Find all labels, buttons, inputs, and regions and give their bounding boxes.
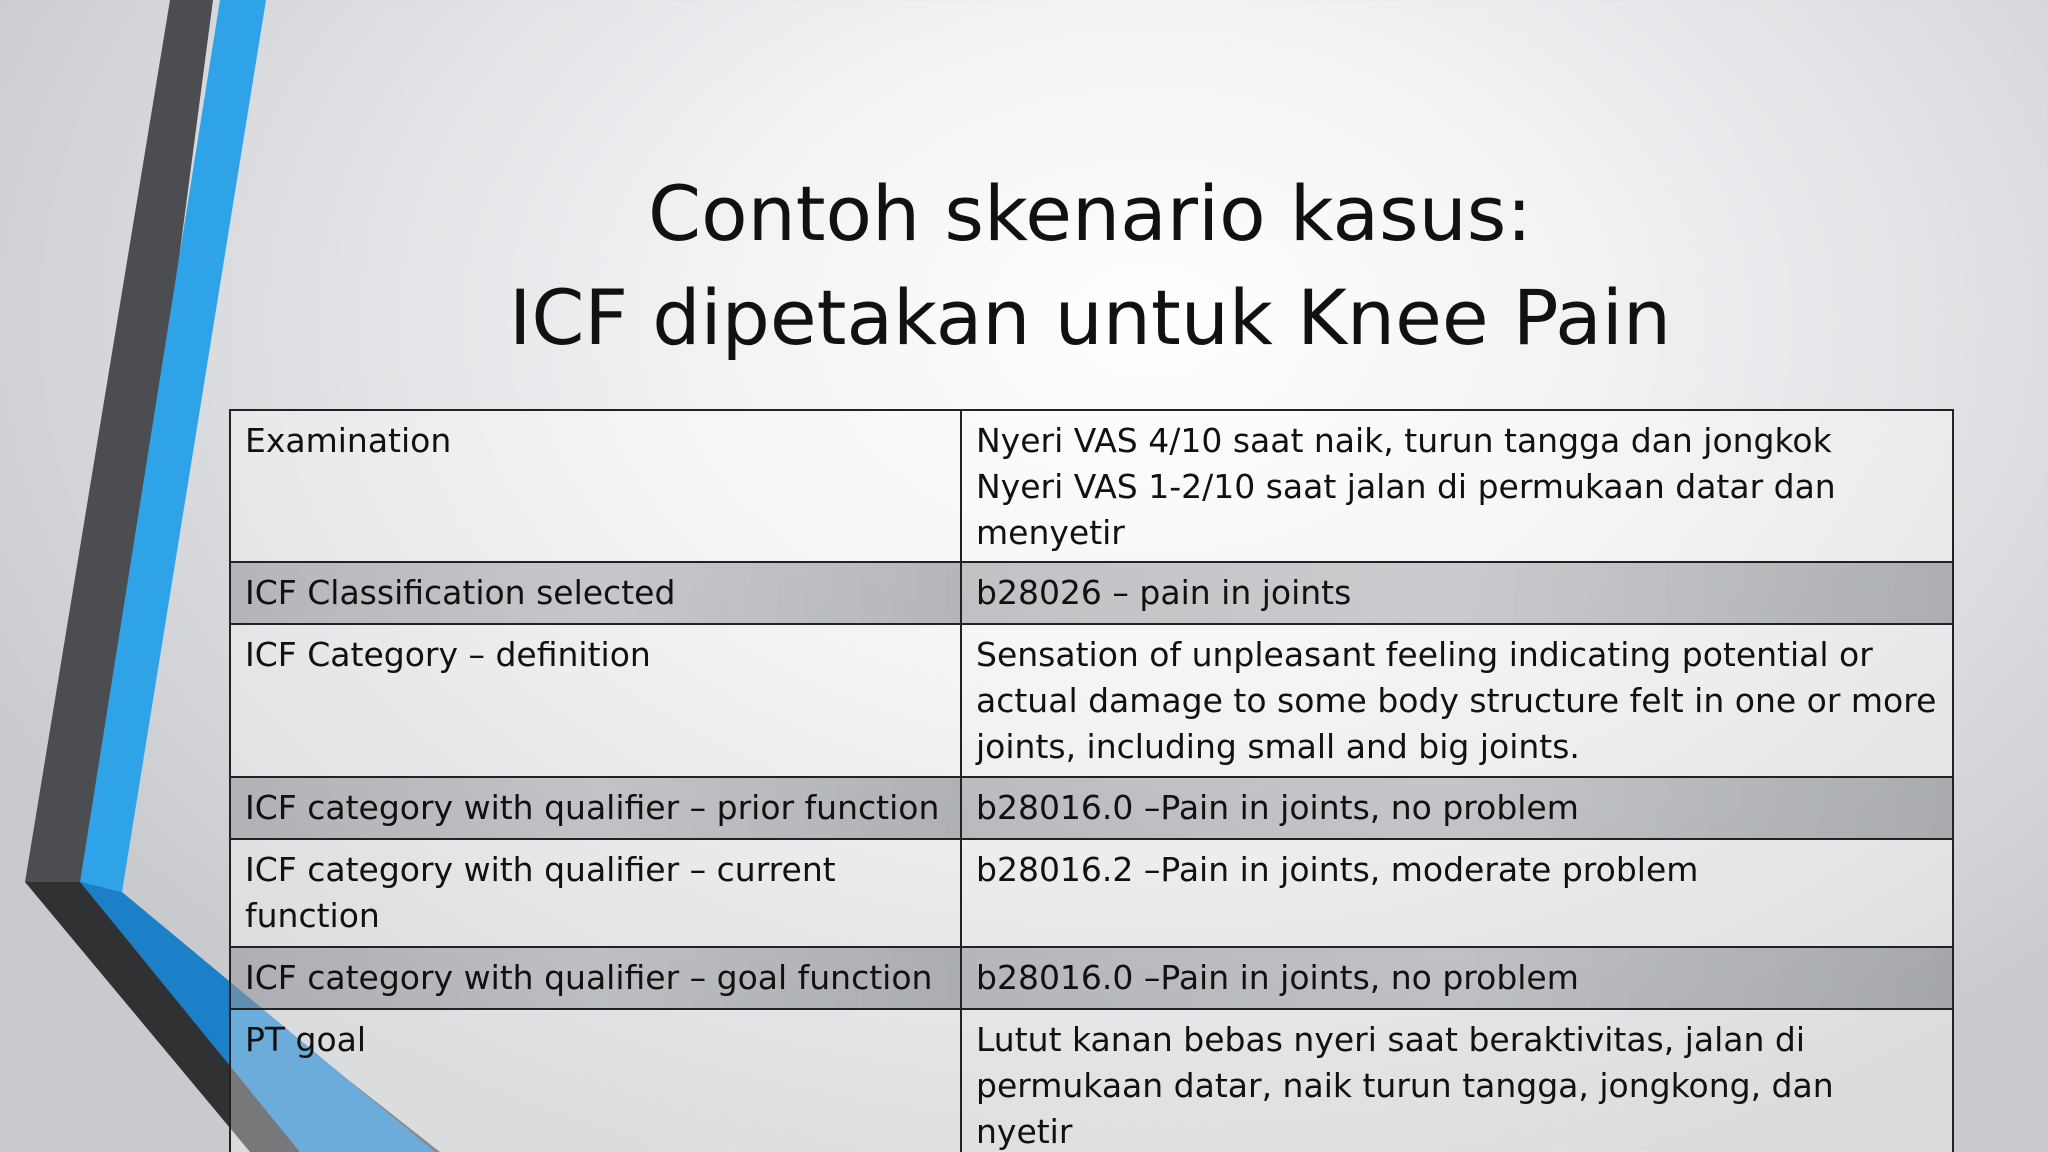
row-label: PT goal bbox=[230, 1009, 961, 1152]
row-value: Lutut kanan bebas nyeri saat beraktivitas, jalan di permukaan datar, naik turun tangga, jongkong, dan nyetir bbox=[961, 1009, 1953, 1152]
row-value: b28016.0 –Pain in joints, no problem bbox=[961, 777, 1953, 839]
row-value: Nyeri VAS 4/10 saat naik, turun tangga dan jongkok Nyeri VAS 1-2/10 saat jalan di permukaan datar dan menyetir bbox=[961, 410, 1953, 562]
table-row bbox=[230, 1009, 1953, 1152]
row-label: ICF Classification selected bbox=[230, 562, 961, 624]
row-value: b28026 – pain in joints bbox=[961, 562, 1953, 624]
icf-mapping-table bbox=[229, 409, 1954, 1152]
slide-title bbox=[300, 162, 1880, 370]
row-label: ICF Category – definition bbox=[230, 624, 961, 777]
title-line-1: Contoh skenario kasus: bbox=[648, 169, 1532, 258]
table-row bbox=[230, 624, 1953, 777]
table-row bbox=[230, 562, 1953, 624]
row-label: Examination bbox=[230, 410, 961, 562]
title-line-2: ICF dipetakan untuk Knee Pain bbox=[508, 273, 1672, 362]
row-label: ICF category with qualifier – prior function bbox=[230, 777, 961, 839]
table-row bbox=[230, 947, 1953, 1009]
row-value: b28016.0 –Pain in joints, no problem bbox=[961, 947, 1953, 1009]
table-row bbox=[230, 839, 1953, 947]
table-row bbox=[230, 410, 1953, 562]
row-label: ICF category with qualifier – current function bbox=[230, 839, 961, 947]
row-value: Sensation of unpleasant feeling indicating potential or actual damage to some body structure felt in one or more joints, including small and big joints. bbox=[961, 624, 1953, 777]
table-row bbox=[230, 777, 1953, 839]
row-label: ICF category with qualifier – goal function bbox=[230, 947, 961, 1009]
row-value: b28016.2 –Pain in joints, moderate problem bbox=[961, 839, 1953, 947]
